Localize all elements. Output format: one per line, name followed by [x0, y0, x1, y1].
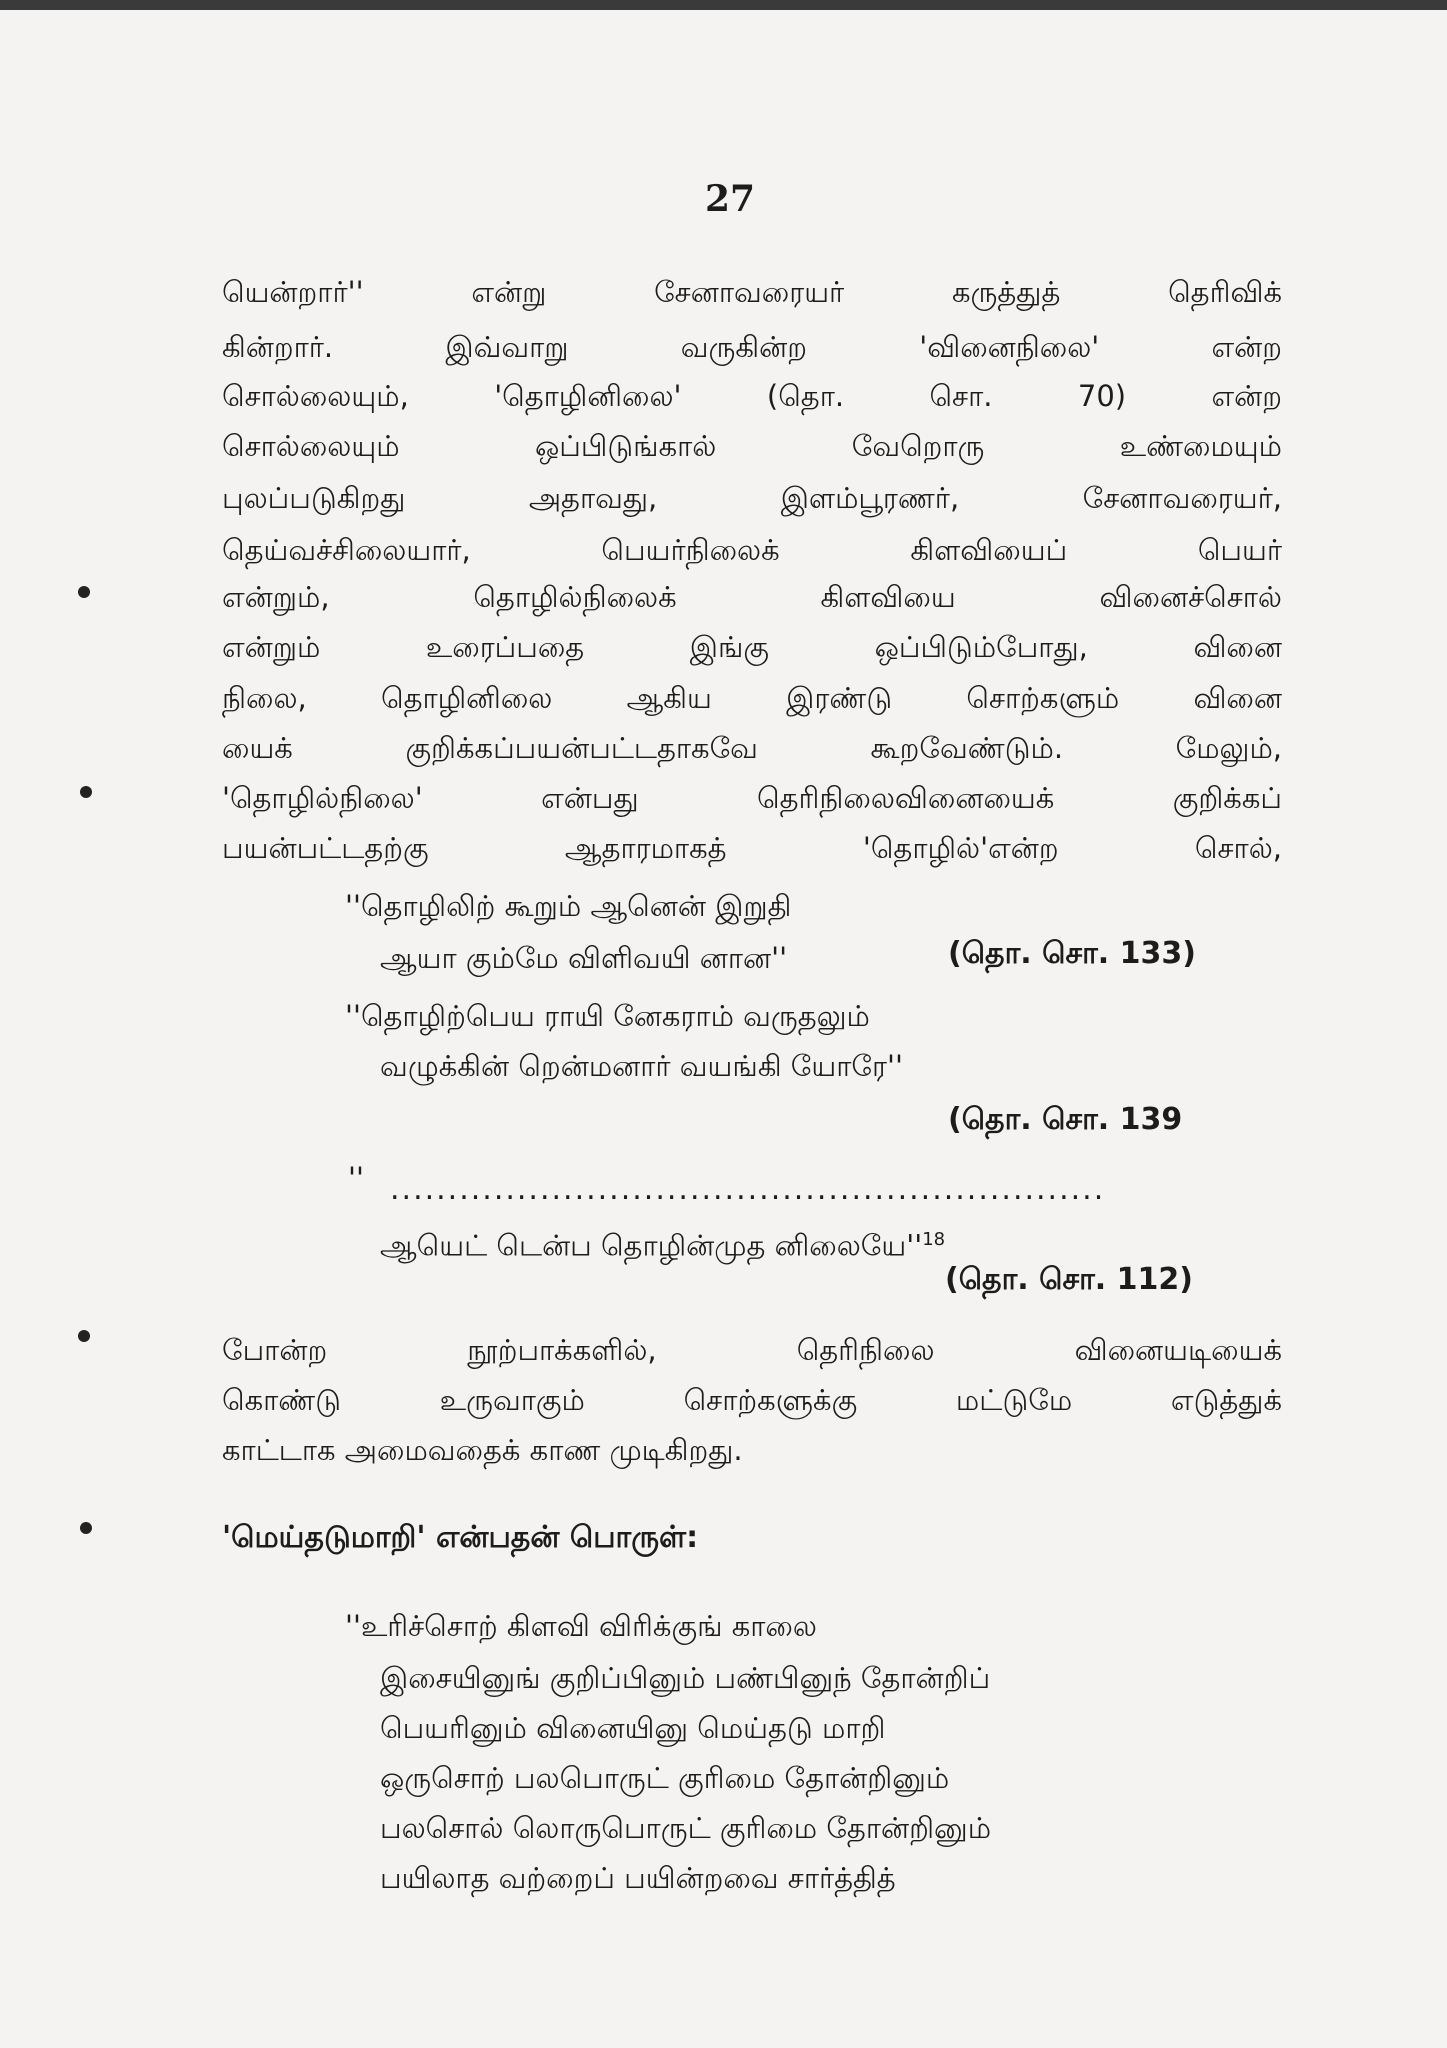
citation: (தொ. சொ. 112): [945, 1262, 1193, 1297]
text-line: சொல்லையும், 'தொழினிலை' (தொ. சொ. 70) என்ற: [222, 379, 1282, 413]
binding-hole-mark: [80, 1522, 92, 1534]
verse-line: பலசொல் லொருபொருட் குரிமை தோன்றினும்: [380, 1811, 992, 1845]
verse-text: ஆயெட் டென்ப தொழின்முத னிலையே'': [380, 1228, 923, 1263]
text-line: யென்றார்'' என்று சேனாவரையர் கருத்துத் தெரிவிக்: [222, 275, 1282, 309]
verse-line: ''தொழிலிற் கூறும் ஆனென் இறுதி: [345, 889, 792, 923]
citation: (தொ. சொ. 139: [948, 1102, 1183, 1137]
text-line: யைக் குறிக்கப்பயன்பட்டதாகவே கூறவேண்டும். மேலும்,: [222, 731, 1282, 765]
verse-line: ஒருசொற் பலபொருட் குரிமை தோன்றினும்: [380, 1761, 950, 1795]
quote-open-mark: '': [348, 1161, 364, 1195]
text-line: புலப்படுகிறது அதாவது, இளம்பூரணர், சேனாவரையர்,: [222, 481, 1282, 515]
text-line: பயன்பட்டதற்கு ஆதாரமாகத் 'தொழில்'என்ற சொல்,: [222, 831, 1282, 865]
verse-line: வழுக்கின் றென்மனார் வயங்கி யோரே'': [380, 1049, 903, 1083]
text-line: சொல்லையும் ஒப்பிடுங்கால் வேறொரு உண்மையும்: [222, 429, 1282, 463]
text-line: 'தொழில்நிலை' என்பது தெரிநிலைவினையைக் குறிக்கப்: [222, 781, 1282, 815]
section-heading: 'மெய்தடுமாறி' என்பதன் பொருள்:: [222, 1520, 699, 1555]
text-line: கின்றார். இவ்வாறு வருகின்ற 'வினைநிலை' என்ற: [222, 330, 1282, 364]
footnote-ref: 18: [922, 1229, 946, 1250]
verse-line: ''தொழிற்பெய ராயி னேகராம் வருதலும்: [345, 999, 870, 1033]
binding-hole-mark: [78, 1330, 90, 1342]
text-line: தெய்வச்சிலையார், பெயர்நிலைக் கிளவியைப் பெயர்: [222, 533, 1282, 567]
text-line: நிலை, தொழினிலை ஆகிய இரண்டு சொற்களும் வினை: [222, 681, 1282, 715]
ellipsis-dots: ..............................................................: [390, 1172, 1106, 1207]
text-line: கொண்டு உருவாகும் சொற்களுக்கு மட்டுமே எடுத்துக்: [222, 1383, 1282, 1417]
verse-line: [380, 1220, 945, 1266]
verse-line: ஆயா கும்மே விளிவயி னான'': [380, 941, 788, 975]
text-line: என்றும் உரைப்பதை இங்கு ஒப்பிடும்போது, வினை: [222, 630, 1282, 664]
verse-line: பயிலாத வற்றைப் பயின்றவை சார்த்தித்: [380, 1861, 896, 1895]
scan-top-edge: [0, 0, 1447, 10]
binding-hole-mark: [78, 586, 90, 598]
binding-hole-mark: [80, 786, 92, 798]
verse-line: பெயரினும் வினையினு மெய்தடு மாறி: [380, 1711, 886, 1745]
text-line: போன்ற நூற்பாக்களில், தெரிநிலை வினையடியைக்: [222, 1333, 1282, 1367]
text-line: என்றும், தொழில்நிலைக் கிளவியை வினைச்சொல்: [222, 580, 1282, 614]
citation: (தொ. சொ. 133): [948, 936, 1196, 971]
page-number: 27: [704, 178, 756, 220]
verse-line: இசையினுங் குறிப்பினும் பண்பினுந் தோன்றிப்: [380, 1661, 991, 1695]
text-line: காட்டாக அமைவதைக் காண முடிகிறது.: [222, 1433, 743, 1467]
verse-line: ''உரிச்சொற் கிளவி விரிக்குங் காலை: [345, 1609, 817, 1643]
